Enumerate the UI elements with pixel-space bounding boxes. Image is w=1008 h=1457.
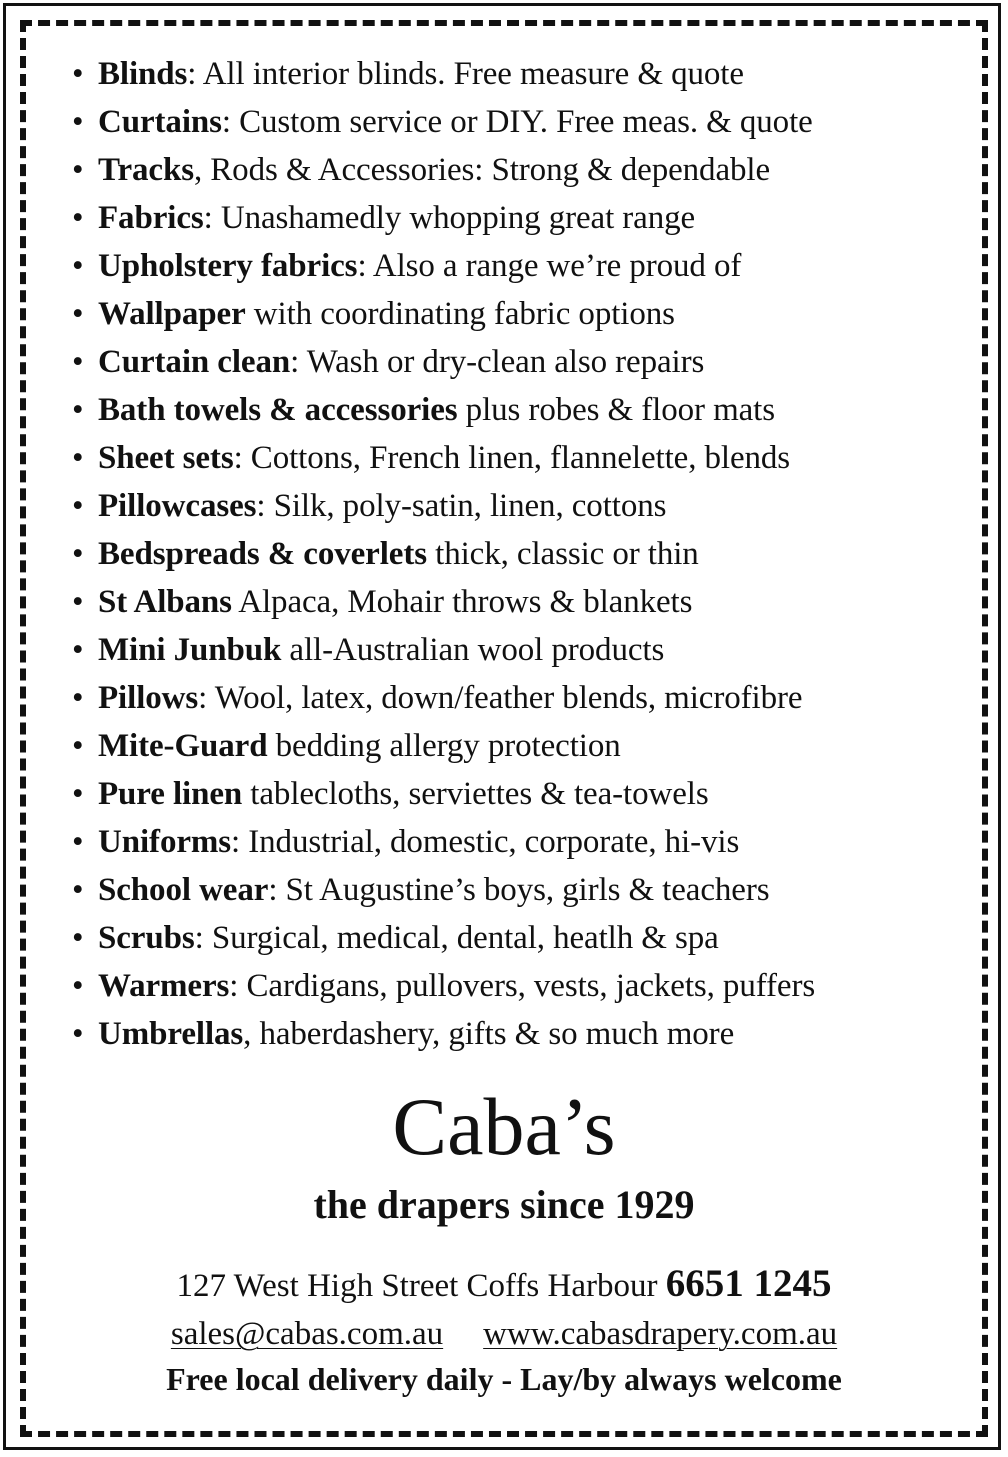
item-description: all-Australian wool products [281, 632, 665, 668]
bullet-icon: • [72, 440, 84, 476]
item-description: Alpaca, Mohair throws & blankets [231, 584, 693, 620]
bullet-icon: • [72, 920, 84, 956]
bullet-icon: • [72, 536, 84, 572]
list-item [72, 196, 972, 244]
item-description: : Surgical, medical, dental, heatlh & spa [194, 920, 719, 956]
item-description: : Wool, latex, down/feather blends, microfibre [198, 680, 803, 716]
phone-number: 6651 1245 [665, 1262, 832, 1305]
item-description: bedding allergy protection [267, 728, 621, 764]
bullet-icon: • [72, 968, 84, 1004]
item-description: plus robes & floor mats [457, 392, 775, 428]
bullet-icon: • [72, 680, 84, 716]
website-link[interactable]: www.cabasdrapery.com.au [483, 1316, 838, 1352]
item-description: : Unashamedly whopping great range [203, 200, 696, 236]
item-heading: Bedspreads & coverlets [98, 536, 427, 572]
list-item [72, 436, 972, 484]
list-item [72, 676, 972, 724]
list-item [72, 820, 972, 868]
bullet-icon: • [72, 584, 84, 620]
bullet-icon: • [72, 776, 84, 812]
bullet-icon: • [72, 344, 84, 380]
item-description: : Custom service or DIY. Free meas. & quote [221, 104, 813, 140]
item-heading: Upholstery fabrics [98, 248, 358, 284]
item-description: : Cardigans, pullovers, vests, jackets, puffers [229, 968, 816, 1004]
item-description: : Industrial, domestic, corporate, hi-vis [231, 824, 740, 860]
list-item [72, 244, 972, 292]
item-description: : Also a range we’re proud of [357, 248, 742, 284]
item-heading: Fabrics [98, 200, 204, 236]
item-heading: Warmers [98, 968, 230, 1004]
item-heading: Bath towels & accessories [98, 392, 458, 428]
item-description: : Cottons, French linen, flannelette, blends [233, 440, 791, 476]
bullet-icon: • [72, 632, 84, 668]
list-item [72, 484, 972, 532]
list-item [72, 292, 972, 340]
item-heading: Tracks [98, 152, 194, 188]
item-description: : All interior blinds. Free measure & quote [187, 56, 744, 92]
bullet-icon: • [72, 248, 84, 284]
email-link[interactable]: sales@cabas.com.au [170, 1316, 444, 1352]
list-item [72, 52, 972, 100]
contact-links [0, 1310, 1008, 1358]
item-description: tablecloths, serviettes & tea-towels [242, 776, 709, 812]
list-item [72, 100, 972, 148]
item-description: : St Augustine’s boys, girls & teachers [268, 872, 770, 908]
bullet-icon: • [72, 488, 84, 524]
item-heading: Scrubs [98, 920, 195, 956]
item-heading: Blinds [98, 56, 188, 92]
item-description: with coordinating fabric options [245, 296, 675, 332]
bullet-icon: • [72, 152, 84, 188]
list-item [72, 964, 972, 1012]
item-heading: Pillows [98, 680, 199, 716]
list-item [72, 772, 972, 820]
list-item [72, 340, 972, 388]
street-address: 127 West High Street Coffs Harbour [176, 1268, 658, 1304]
list-item [72, 388, 972, 436]
item-heading: Uniforms [98, 824, 232, 860]
item-description: , Rods & Accessories: Strong & dependable [193, 152, 771, 188]
bullet-icon: • [72, 200, 84, 236]
list-item [72, 148, 972, 196]
item-heading: Mini Junbuk [98, 632, 282, 668]
brand-name: Caba’s [392, 1081, 616, 1172]
list-item [72, 580, 972, 628]
item-heading: Sheet sets [98, 440, 234, 476]
product-list [72, 52, 972, 1060]
brand-tagline: the drapers since 1929 [313, 1182, 695, 1227]
bullet-icon: • [72, 824, 84, 860]
list-item [72, 916, 972, 964]
item-heading: Curtains [98, 104, 222, 140]
bullet-icon: • [72, 728, 84, 764]
list-item [72, 628, 972, 676]
item-description: : Silk, poly-satin, linen, cottons [256, 488, 667, 524]
item-heading: Umbrellas [98, 1016, 244, 1052]
item-description: : Wash or dry-clean also repairs [290, 344, 705, 380]
list-item [72, 1012, 972, 1060]
bullet-icon: • [72, 392, 84, 428]
item-heading: Wallpaper [98, 296, 246, 332]
address-line [0, 1260, 1008, 1310]
item-description: , haberdashery, gifts & so much more [243, 1016, 735, 1052]
item-heading: Pure linen [98, 776, 243, 812]
item-heading: School wear [98, 872, 269, 908]
bullet-icon: • [72, 56, 84, 92]
item-description: thick, classic or thin [426, 536, 699, 572]
item-heading: Mite-Guard [98, 728, 268, 764]
list-item [72, 532, 972, 580]
item-heading: Pillowcases [98, 488, 257, 524]
bullet-icon: • [72, 1016, 84, 1052]
item-heading: St Albans [98, 584, 232, 620]
bullet-icon: • [72, 296, 84, 332]
delivery-note: Free local delivery daily - Lay/by always welcome [166, 1361, 842, 1397]
list-item [72, 868, 972, 916]
bullet-icon: • [72, 872, 84, 908]
bullet-icon: • [72, 104, 84, 140]
item-heading: Curtain clean [98, 344, 291, 380]
list-item [72, 724, 972, 772]
